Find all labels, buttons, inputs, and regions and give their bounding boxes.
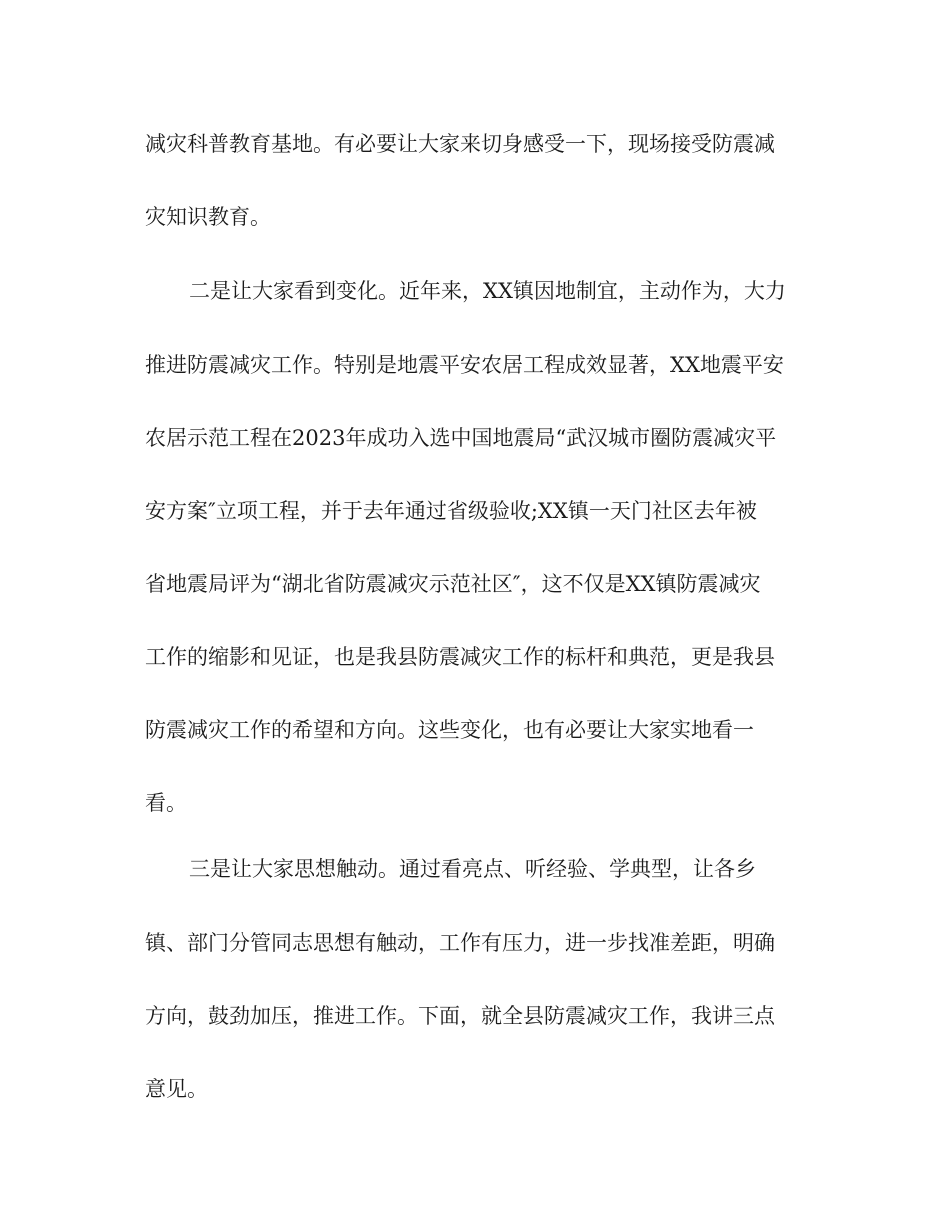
paragraph-line: 工作的缩影和见证，也是我县防震减灾工作的标杆和典范，更是我县	[145, 645, 775, 669]
paragraph-line: 二是让大家看到变化。近年来，XX镇因地制宜，主动作为，大力	[189, 279, 786, 303]
paragraph-line: 减灾科普教育基地。有必要让大家来切身感受一下，现场接受防震减	[145, 132, 775, 156]
paragraph-line: 镇、部门分管同志思想有触动，工作有压力，进一步找准差距，明确	[145, 931, 775, 955]
paragraph-line: 灾知识教育。	[145, 205, 271, 229]
paragraph-line: 安方案″立项工程，并于去年通过省级验收;XX镇一天门社区去年被	[145, 499, 757, 523]
paragraph-line: 农居示范工程在2023年成功入选中国地震局“武汉城市圈防震减灾平	[145, 426, 777, 450]
paragraph-line: 防震减灾工作的希望和方向。这些变化，也有必要让大家实地看一	[145, 718, 754, 742]
paragraph-line: 看。	[145, 791, 187, 815]
paragraph-line: 省地震局评为“湖北省防震减灾示范社区″，这不仅是XX镇防震减灾	[145, 572, 761, 596]
paragraph-line: 三是让大家思想触动。通过看亮点、听经验、学典型，让各乡	[189, 857, 756, 881]
paragraph-line: 方向，鼓劲加压，推进工作。下面，就全县防震减灾工作，我讲三点	[145, 1004, 775, 1028]
paragraph-line: 推进防震减灾工作。特别是地震平安农居工程成效显著，XX地震平安	[145, 353, 784, 377]
paragraph-line: 意见。	[145, 1077, 208, 1101]
